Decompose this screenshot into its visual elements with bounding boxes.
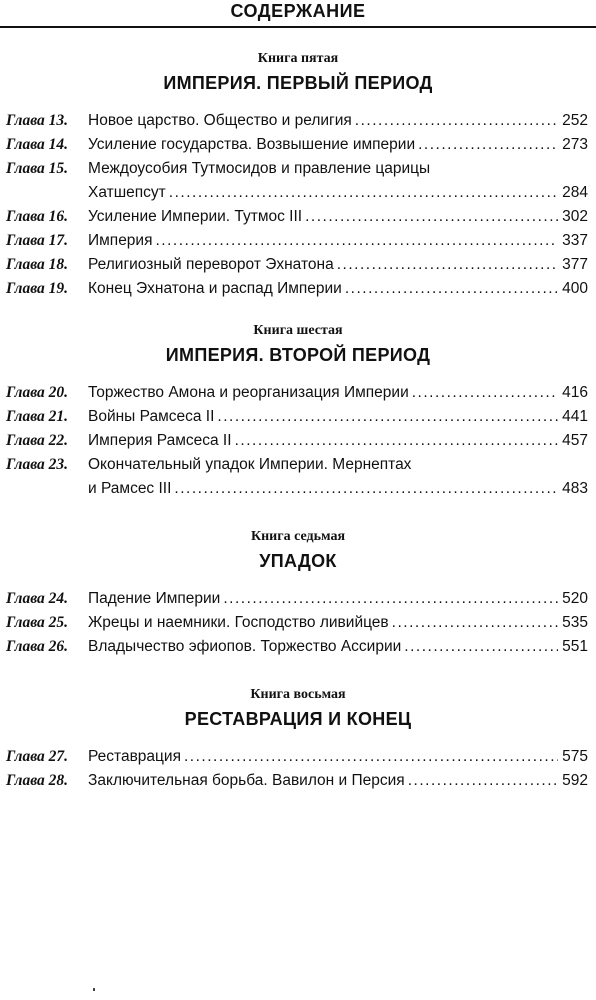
chapter-title: Империя Рамсеса II	[88, 432, 232, 449]
chapter-entry[interactable]	[0, 745, 596, 769]
book-title: РЕСТАВРАЦИЯ И КОНЕЦ	[184, 709, 412, 729]
book-title: ИМПЕРИЯ. ВТОРОЙ ПЕРИОД	[165, 345, 431, 365]
page-number: 377	[562, 256, 588, 273]
chapter-entry[interactable]	[0, 611, 596, 635]
chapter-entry[interactable]	[0, 157, 596, 205]
chapter-label: Глава 28.	[6, 772, 69, 789]
title-rule	[0, 26, 596, 28]
page-number: 416	[562, 384, 588, 401]
dot-leader	[355, 109, 558, 133]
dot-leader	[345, 277, 558, 301]
dot-leader	[169, 181, 558, 205]
book-section	[0, 50, 596, 301]
chapter-title: Империя	[88, 232, 153, 249]
stray-ink-mark	[93, 988, 95, 991]
chapter-label: Глава 27.	[6, 748, 69, 765]
chapter-label: Глава 19.	[6, 280, 69, 297]
chapter-list	[0, 109, 596, 301]
page-number: 592	[562, 772, 588, 789]
page-number: 535	[562, 614, 588, 631]
dot-leader	[412, 381, 558, 405]
chapter-label: Глава 25.	[6, 614, 69, 631]
chapter-label: Глава 14.	[6, 136, 69, 153]
page-number: 441	[562, 408, 588, 425]
page-number: 551	[562, 638, 588, 655]
dot-leader	[337, 253, 558, 277]
dot-leader	[217, 405, 558, 429]
page-number: 252	[562, 112, 588, 129]
chapter-title-line1: Окончательный упадок Империи. Мернептах	[88, 456, 412, 473]
page-number: 483	[562, 480, 588, 497]
chapter-entry[interactable]	[0, 277, 596, 301]
book-title: УПАДОК	[259, 551, 337, 571]
chapter-label: Глава 24.	[6, 590, 69, 607]
chapter-list	[0, 745, 596, 793]
chapter-title: Хатшепсут	[88, 184, 166, 201]
page-number: 575	[562, 748, 588, 765]
chapter-entry[interactable]	[0, 635, 596, 659]
page-number: 400	[562, 280, 588, 297]
chapter-title: Новое царство. Общество и религия	[88, 112, 352, 129]
chapter-entry[interactable]	[0, 133, 596, 157]
chapter-entry[interactable]	[0, 429, 596, 453]
chapter-entry[interactable]	[0, 229, 596, 253]
chapter-entry[interactable]	[0, 453, 596, 501]
chapter-title: Жрецы и наемники. Господство ливийцев	[88, 614, 389, 631]
dot-leader	[174, 477, 558, 501]
chapter-label: Глава 26.	[6, 638, 69, 655]
chapter-title: Усиление Империи. Тутмос III	[88, 208, 303, 225]
page-number: 284	[562, 184, 588, 201]
chapter-list	[0, 381, 596, 501]
chapter-entry[interactable]	[0, 381, 596, 405]
chapter-label: Глава 18.	[6, 256, 69, 273]
chapter-entry[interactable]	[0, 205, 596, 229]
book-label: Книга седьмая	[250, 529, 346, 544]
chapter-label: Глава 22.	[6, 432, 69, 449]
chapter-entry[interactable]	[0, 253, 596, 277]
chapter-entry[interactable]	[0, 587, 596, 611]
book-label: Книга шестая	[253, 323, 343, 338]
chapter-label: Глава 21.	[6, 408, 69, 425]
dot-leader	[305, 205, 558, 229]
book-section	[0, 322, 596, 501]
chapter-label: Глава 15.	[6, 160, 69, 177]
chapter-title: Конец Эхнатона и распад Империи	[88, 280, 342, 297]
chapter-label: Глава 20.	[6, 384, 69, 401]
chapter-title: Падение Империи	[88, 590, 221, 607]
page-number: 273	[562, 136, 588, 153]
chapter-label: Глава 13.	[6, 112, 69, 129]
page-number: 302	[562, 208, 588, 225]
dot-leader	[235, 429, 559, 453]
chapter-label: Глава 23.	[6, 456, 69, 473]
chapter-title: Усиление государства. Возвышение империи	[88, 136, 416, 153]
chapter-title: Реставрация	[88, 748, 181, 765]
chapter-label: Глава 17.	[6, 232, 69, 249]
book-section	[0, 686, 596, 793]
book-label: Книга пятая	[257, 51, 339, 66]
chapter-title: и Рамсес III	[88, 480, 172, 497]
page-number: 520	[562, 590, 588, 607]
page-number: 337	[562, 232, 588, 249]
chapter-entry[interactable]	[0, 769, 596, 793]
chapter-title: Заключительная борьба. Вавилон и Персия	[88, 772, 405, 789]
chapter-list	[0, 587, 596, 659]
dot-leader	[223, 587, 558, 611]
book-label: Книга восьмая	[250, 687, 346, 702]
book-title: ИМПЕРИЯ. ПЕРВЫЙ ПЕРИОД	[163, 73, 433, 93]
page-title: СОДЕРЖАНИЕ	[230, 1, 366, 21]
chapter-title: Религиозный переворот Эхнатона	[88, 256, 334, 273]
chapter-title: Войны Рамсеса II	[88, 408, 215, 425]
chapter-label: Глава 16.	[6, 208, 69, 225]
chapter-entry[interactable]	[0, 405, 596, 429]
dot-leader	[404, 635, 558, 659]
dot-leader	[184, 745, 558, 769]
book-section	[0, 528, 596, 659]
dot-leader	[155, 229, 558, 253]
chapter-title: Владычество эфиопов. Торжество Ассирии	[88, 638, 402, 655]
dot-leader	[418, 133, 558, 157]
dot-leader	[408, 769, 558, 793]
dot-leader	[392, 611, 558, 635]
chapter-title-line1: Междоусобия Тутмосидов и правление царицы	[88, 160, 431, 177]
chapter-entry[interactable]	[0, 109, 596, 133]
page-number: 457	[562, 432, 588, 449]
chapter-title: Торжество Амона и реорганизация Империи	[88, 384, 409, 401]
